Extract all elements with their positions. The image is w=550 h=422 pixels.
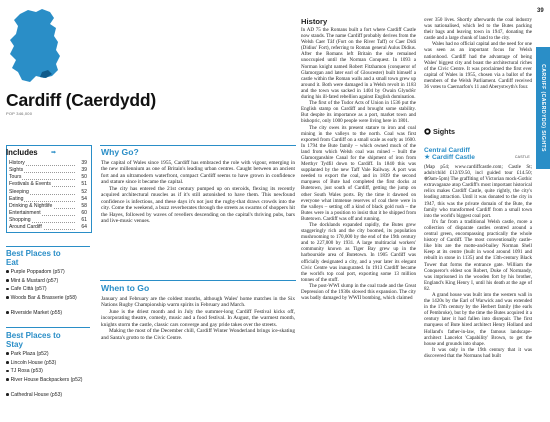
why-go-rule [100, 145, 296, 146]
best-stay-item-label: Park Plaza (p52) [10, 351, 49, 357]
best-stay-item[interactable] [6, 351, 92, 357]
castle-paragraph: (Map p54; www.cardiffcastle.com; Castle St; adult/child £12/£9.50, incl guided tour £14.50; ⊗9am-5pm) The graffiting of Victorian mock-Gothic extravaganze atop Cardiff's most important historical relics makes Cardiff Castle, quite rightly, the city's leading attraction. Until it was donated to the city in 1947, this was the private domain of the Bute, the family who transformed Cardiff from a small town into the world's biggest coal port. [424, 164, 532, 219]
castle-type-tag: CASTLE [514, 155, 530, 159]
bullet-icon [6, 270, 9, 273]
best-eat-title-1: Best Places to [6, 249, 61, 258]
best-eat-rule [6, 246, 90, 247]
best-eat-item[interactable] [6, 269, 92, 275]
history-paragraph: The first of the Tudor Acts of Union in 1536 put the English stamp on Cardiff and brought some stability. But despite its importance as a port, market town and bishopric, only 1000 people were living here in 1801. [301, 100, 416, 125]
bullet-icon [6, 361, 9, 364]
best-eat-item-label: Cafe Città (p57) [10, 286, 47, 293]
why-go-paragraph: The city has entered the 21st century pumped up on steroids, flexing its recently acquired architectural muscles as if it's still astonished to have them. This newfound confidence is infectious, and these days it's not just the rugby-that draws crowds into the city. Come the weekend, a buzz reverberates through the streets as swarms of shoppers hit the Hayes, followed by waves of revellers descending on the capital's thriving pubs, bars and live-music venues. [101, 185, 295, 225]
best-eat-item-label: Purple Poppadom (p57) [10, 269, 65, 275]
eye-icon [424, 128, 431, 135]
best-stay-item-label: TJ Rosa (p53) [10, 368, 43, 375]
includes-item-label: Eating [9, 195, 24, 202]
best-stay-item-label: Cathedral House (p53) [10, 391, 63, 398]
best-eat-item-label: Woods Bar & Brasserie (p58) [10, 294, 77, 301]
why-go-text [101, 160, 295, 225]
best-stay-item[interactable] [6, 360, 92, 366]
history-paragraph: The city owes its present stature to iron and coal mining in the valleys to the north. Coal was first exported from Cardiff on a small scale as early as 1600. In 1794 the Bute family – which owned much of the land from which Welsh coal was mined – built the Glamorganshire Canal for the shipment of iron from Merthyr Tydfil down to Cardiff. In 1840 this was supplanted by the new Taff Vale Railway. A port was needed to export the coal, and in 1839 the second marquess of Bute had completed the first docks at Butetown, just south of Cardiff, getting the jump on other South Wales ports. By the time it dawned on everyone what immense reserves of coal there were in the valleys – setting off a kind of black gold rush – the Butes were in a position to insist that it be shipped from Butetown. Cardiff was off and running. [301, 124, 416, 222]
includes-item-page: 58 [81, 202, 87, 209]
best-stay-item-label: River House Backpackers (p52) [10, 376, 83, 383]
includes-item-page: 51 [81, 181, 87, 188]
includes-item-page: 39 [81, 160, 87, 166]
includes-item-label: Sights [9, 167, 24, 174]
includes-item[interactable] [9, 224, 87, 232]
castle-name: Cardiff Castle [432, 154, 475, 161]
when-go-paragraph: June is the driest month and in July the summer-long Cardiff Festival kicks off, incorporating theatre, comedy, music and a food festival. In August, the warmest month, knights storm the castle, classic cars converge and gay pride takes over the streets. [101, 308, 295, 328]
population: POP 346,000 [6, 111, 33, 116]
best-eat-item[interactable] [6, 310, 92, 316]
includes-item-page: 60 [81, 210, 87, 217]
castle-paragraph: A grand house was built into the western wall in the 1420s by the Earl of Warwick and was extended in the 17th century by the Herbert family (the earls of Pembroke), but by the time the Butes acquired it a century later it had fallen into disrepair. The first marquess of Bute hired architect Henry Holland and Holland's father-in-law, the famous landscape-architect Lancelot 'Capability' Brown, to get the house and grounds into shape. [424, 291, 532, 347]
sights-subheading: Central Cardiff [424, 147, 470, 154]
includes-item-label: Drinking & Nightlife [9, 202, 53, 209]
best-stay-rule [6, 327, 90, 328]
includes-item-label: Entertainment [9, 210, 41, 217]
includes-item-page: 64 [81, 224, 87, 231]
wales-outline [10, 9, 60, 82]
when-go-paragraph: January and February are the coldest months, although Wales' home matches in the Six Nations Rugby Championship warm spirits in February and March. [101, 296, 295, 309]
best-stay-item[interactable] [6, 377, 92, 383]
history-paragraph: over 350 lives. Shortly afterwards the coal industry was nationalised, which led to the Butes packing their bags and leaving town in 1947, donating the castle and a large chunk of land to the city. [424, 17, 532, 42]
includes-item-page: 52 [81, 188, 87, 195]
bullet-icon [6, 288, 9, 291]
best-eat-item-label: Mint & Mustard (p57) [10, 277, 59, 284]
bullet-icon [6, 370, 9, 373]
sights-heading: Sights [433, 127, 455, 136]
history-paragraph: The docklands expanded rapidly, the Butes grew staggeringly rich and the city boomed, its population mushrooming to 170,000 by the end of the 19th century and to 227,000 by 1931. A large multiracial workers' community known as Tiger Bay grew up in the harbourside area of Butetown. In 1905 Cardiff was officially designated a city, and a year later its elegant Civic Centre was inaugurated. In 1913 Cardiff became the world's top coal port, exporting some 13 million tonnes of the stuff. [301, 222, 416, 283]
history-text-col2 [424, 17, 532, 90]
why-go-paragraph: The capital of Wales since 1955, Cardiff has embraced the role with vigour, emerging in the new millennium as one of Britain's leading urban centres. Caught between an ancient fort and an ultramodern waterfront, compact Cardiff seems to have grown in confidence and stature since it became the capital. [101, 160, 295, 186]
best-eat-item[interactable] [6, 295, 92, 301]
castle-listing-header [424, 153, 530, 162]
includes-item-label: Festivals & Events [9, 181, 51, 188]
bullet-icon [6, 352, 9, 355]
bullet-icon [6, 311, 9, 314]
includes-heading: Includes [6, 148, 38, 157]
best-stay-title-1: Best Places to [6, 331, 61, 340]
star-icon: ★ [424, 153, 431, 161]
arrow-right-icon: ➡ [51, 150, 57, 156]
page-title: Cardiff (Caerdydd) [6, 90, 157, 110]
history-paragraph: Wales had no official capital and the need for one was seen as an important focus for Welsh nationhood. Cardiff had the advantage of being Wales' biggest city and boast the architectural riches of the Civic Centre. It was proclaimed the first ever capital of Wales in 1955, chosen via a ballot of the members of the Welsh Parliament. Cardiff received 36 votes to Caernarfon's 11 and Aberystwyth's four. [424, 41, 532, 91]
history-paragraph: In AD 75 the Romans built a fort where Cardiff Castle now stands. The name Cardiff probably derives from the Welsh Caer Tâf (Fort on the River Taff) or Caer Didi (Didius' Fort), referring to Roman general Aulus Didius. After the Romans left Britain the site remained unoccupied until the Norman Conquest. In 1093 a Norman knight named Robert Fitzhamon (conqueror of Glamorgan and later earl of Gloucester) built himself a castle within the Roman walls and a small town grew up around it. Both were damaged in a Welsh revolt in 1183 and the town was sacked in 1404 by Owain Glyndŵr during his ill-fated rebellion against English domination. [301, 27, 416, 101]
includes-item-page: 50 [81, 174, 87, 181]
bullet-icon [6, 393, 9, 396]
bullet-icon [6, 296, 9, 299]
includes-item-page: 61 [81, 217, 87, 224]
page-number: 39 [537, 8, 544, 14]
when-go-text [101, 296, 295, 341]
history-title: History [301, 17, 328, 26]
includes-item-label: Shopping [9, 217, 31, 224]
castle-paragraph: It's far from a traditional Welsh castle, more a collection of disparate castles centred around a central green, encompassing practically the whole history of Cardiff. The most conventionally castle-like bits are the motte-and-bailey Norman Shell Keep at its centre (built in wood around 1091 and rebuilt in stone in 1135) and the 13th-century Black Tower that forms the entrance gate. William the Conqueror's eldest son Robert, Duke of Normandy, was imprisoned in the wooden fort by his brother, England's King Henry I, until his death at the age of 82. [424, 218, 532, 292]
history-text-col1 [301, 27, 416, 301]
best-eat-title-2: Eat [6, 258, 19, 267]
wales-locator-map [6, 6, 78, 90]
best-stay-item-label: Lincoln House (p53) [10, 359, 57, 366]
includes-item-label: Around Cardiff [9, 224, 42, 231]
history-paragraph: The post-WWI slump in the coal trade and the Great Depression of the 1930s slowed this expansion. The city was badly damaged by WWII bombing, which claimed [301, 282, 416, 302]
when-go-title: When to Go [101, 283, 150, 293]
best-stay-item[interactable] [6, 392, 92, 398]
bullet-icon [6, 378, 9, 381]
includes-item-page: 39 [81, 167, 87, 174]
why-go-title: Why Go? [101, 147, 139, 157]
castle-text [424, 164, 532, 359]
includes-item-page: 54 [81, 195, 87, 202]
best-stay-title-2: Stay [6, 340, 23, 349]
when-go-rule [100, 280, 296, 281]
includes-item-label: Tours [9, 174, 22, 181]
best-eat-item-label: Riverside Market (p55) [10, 309, 63, 316]
bullet-icon [6, 279, 9, 282]
side-tab-label: CARDIFF (CAERDYDD) SIGHTS [540, 64, 546, 152]
when-go-paragraph: Making the most of the December chill, Cardiff Winter Wonderland brings ice-skating and Santa's grotto to the Civic Centre. [101, 328, 295, 341]
includes-item-label: History [9, 160, 25, 166]
includes-item-label: Sleeping [9, 188, 29, 195]
best-stay-item[interactable] [6, 368, 92, 374]
castle-paragraph: It was only in the 19th century that it was discovered that the Normans had built [424, 346, 532, 359]
best-eat-item[interactable] [6, 278, 92, 284]
best-eat-item[interactable] [6, 286, 92, 292]
